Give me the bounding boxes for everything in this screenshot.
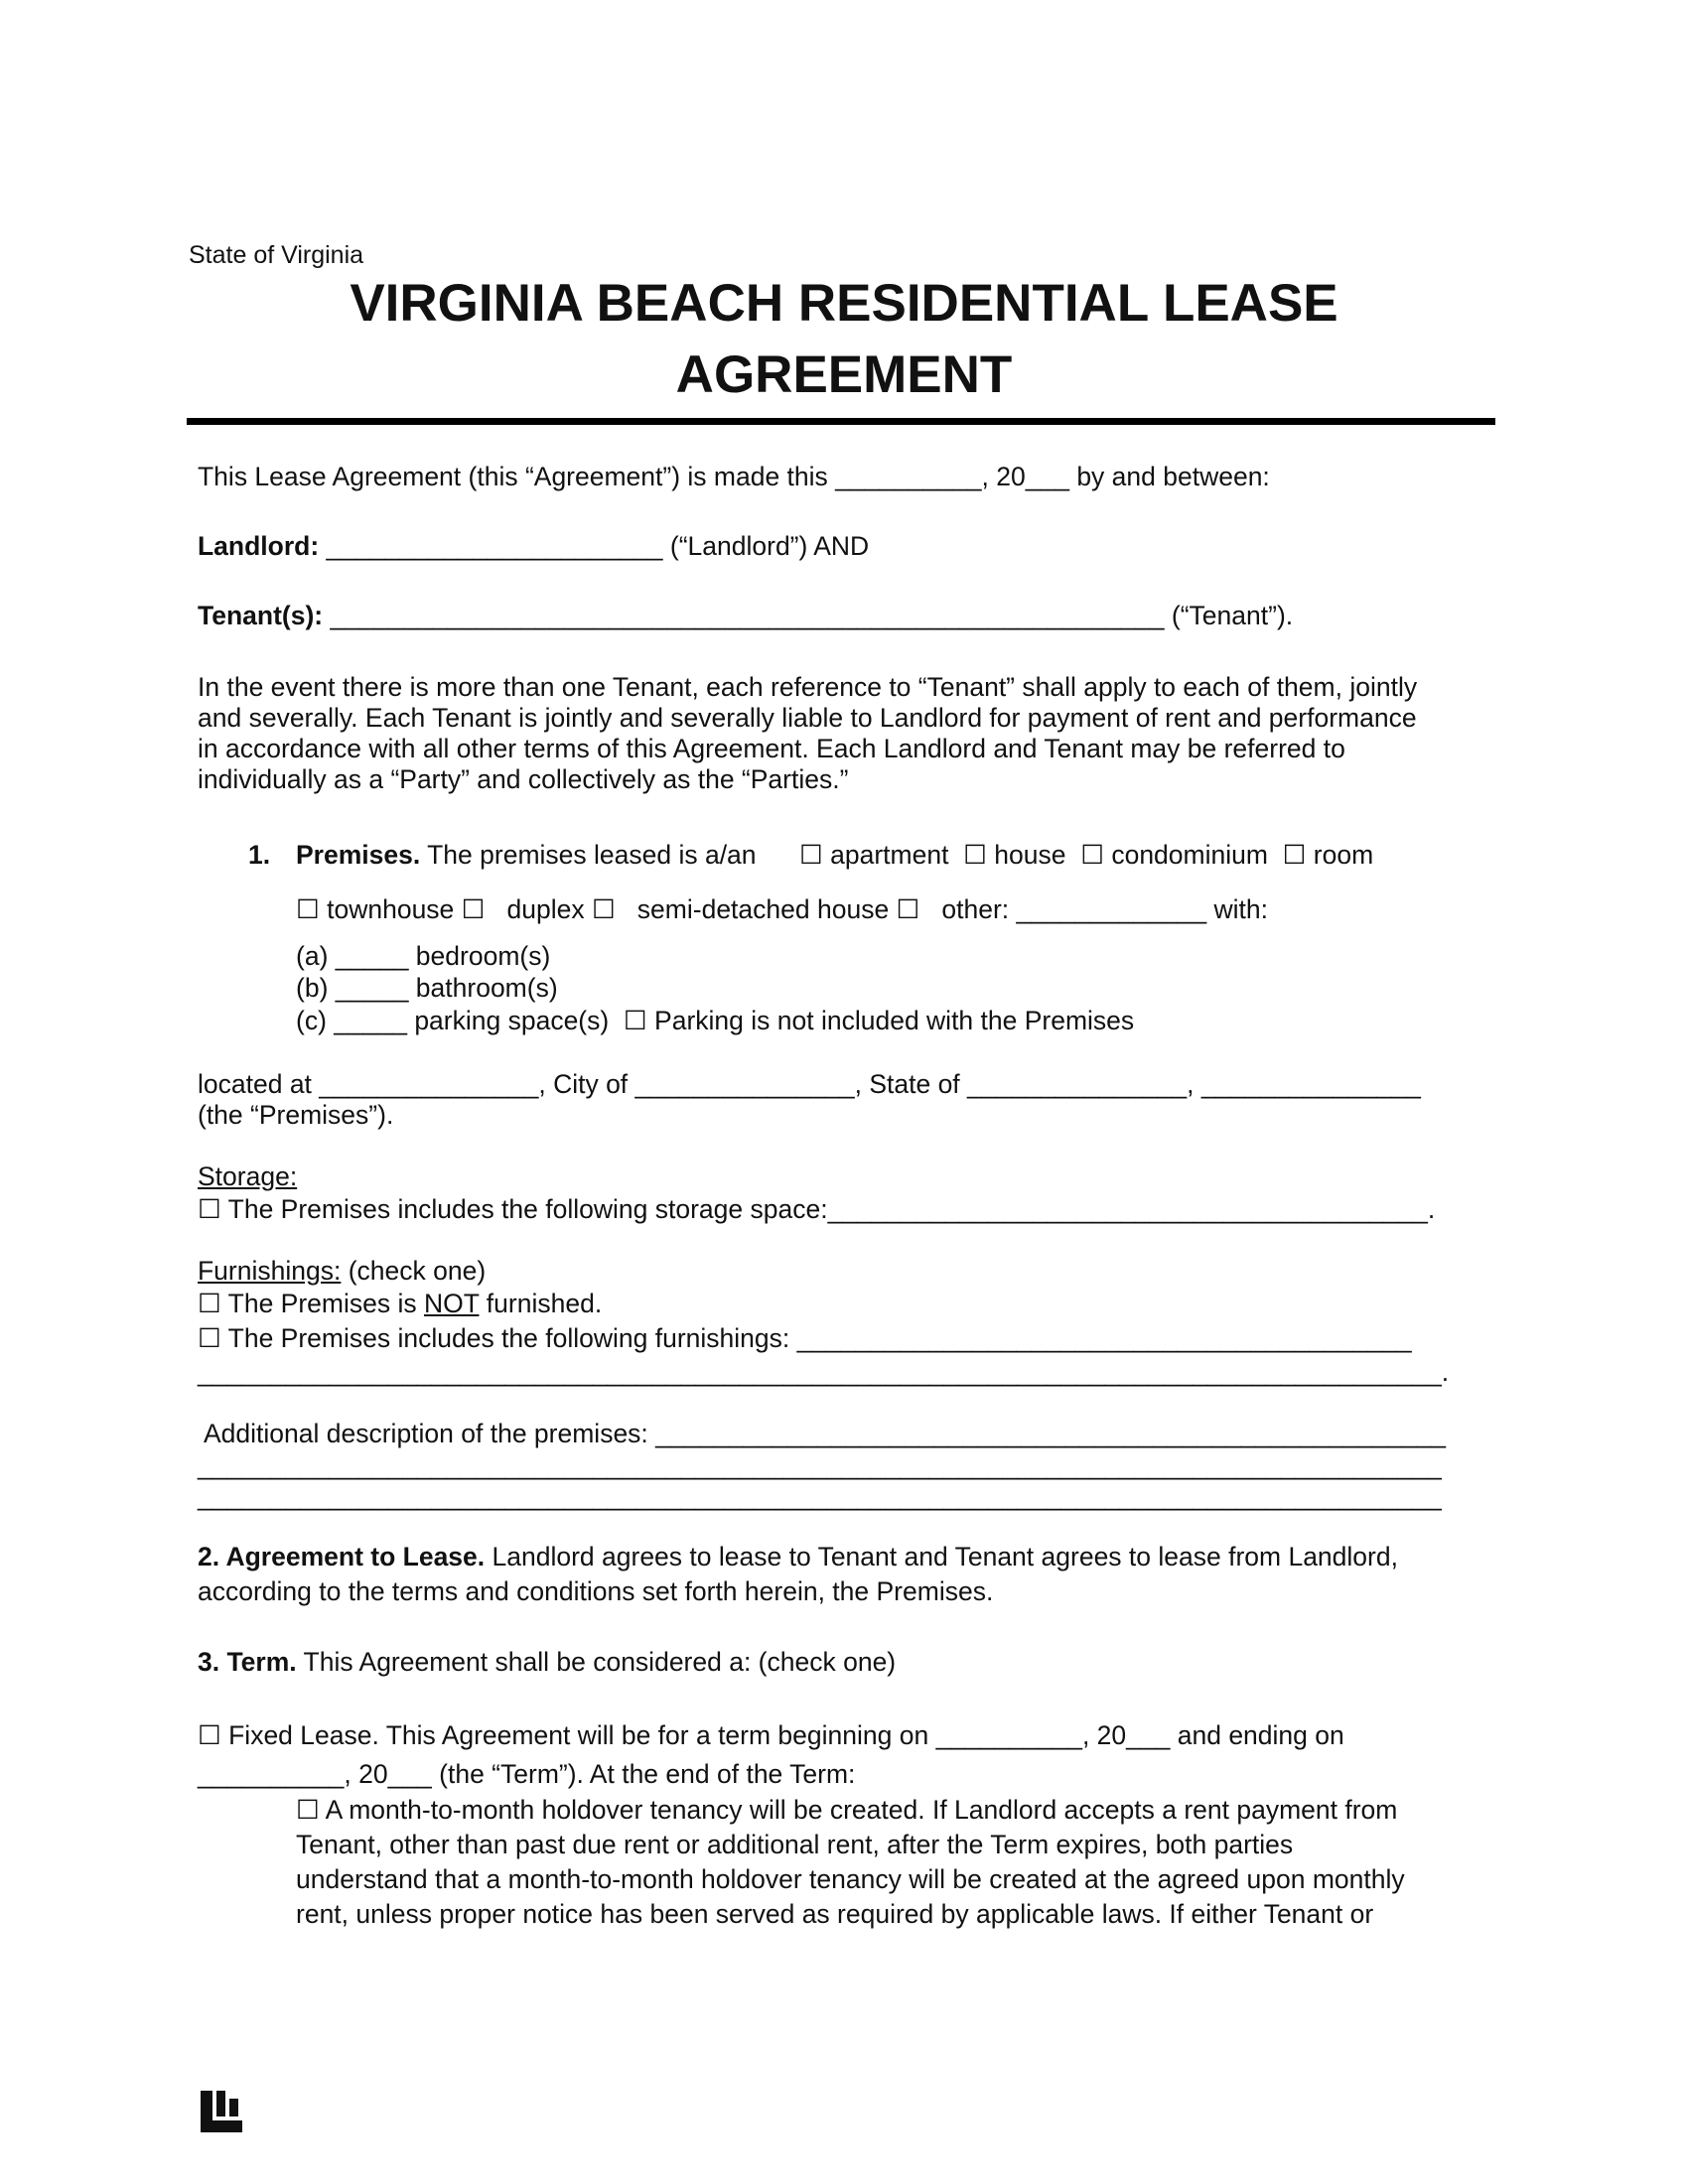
additional-description-line: Additional description of the premises: ______________________________________________________	[204, 1419, 1447, 1448]
term-heading-line	[198, 1647, 896, 1678]
state-label: State of Virginia	[189, 241, 364, 269]
premises-heading-line	[296, 840, 757, 871]
not-word: NOT	[423, 1289, 480, 1318]
agreement-to-lease-line-2: according to the terms and conditions set forth herein, the Premises.	[198, 1576, 994, 1606]
tenant-blank: _________________________________________________________ (“Tenant”).	[323, 601, 1294, 630]
furnishings-heading-line	[198, 1256, 486, 1287]
premises-definition: (the “Premises”).	[198, 1100, 394, 1130]
holdover-line: rent, unless proper notice has been served as required by applicable laws. If either Tenant or	[296, 1899, 1374, 1929]
term-text: This Agreement shall be considered a: (check one)	[296, 1647, 897, 1677]
tenant-label: Tenant(s):	[198, 601, 324, 630]
document-title-line-1: VIRGINIA BEACH RESIDENTIAL LEASE	[350, 274, 1338, 333]
rooms-item: (a) _____ bedroom(s)	[296, 941, 551, 971]
furnishings-includes-line: ☐ The Premises includes the following furnishings: __________________________________________	[198, 1323, 1412, 1353]
located-line: located at _______________, City of _______________, State of _______________, _______________	[198, 1069, 1421, 1099]
furnishings-blank-line: _____________________________________________________________________________________.	[198, 1357, 1450, 1387]
storage-heading: Storage:	[198, 1161, 298, 1191]
storage-line: ☐ The Premises includes the following storage space:_________________________________________.	[198, 1194, 1436, 1224]
furnishings-note: (check one)	[341, 1256, 487, 1286]
premises-types-row-2: ☐ townhouse ☐ duplex ☐ semi-detached house ☐ other: _____________ with:	[296, 894, 1268, 924]
joint-paragraph-line: and severally. Each Tenant is jointly and severally liable to Landlord for payment of rent and performance	[198, 703, 1417, 733]
furnishings-heading: Furnishings:	[198, 1256, 342, 1286]
premises-heading: Premises.	[296, 840, 421, 870]
fixed-lease-line-1: ☐ Fixed Lease. This Agreement will be for a term beginning on __________, 20___ and ending on	[198, 1720, 1344, 1750]
additional-blank-line: _____________________________________________________________________________________	[198, 1481, 1442, 1511]
holdover-line: Tenant, other than past due rent or additional rent, after the Term expires, both parties	[296, 1830, 1294, 1859]
fixed-lease-line-2: __________, 20___ (the “Term”). At the end of the Term:	[198, 1759, 856, 1789]
holdover-line: ☐ A month-to-month holdover tenancy will be created. If Landlord accepts a rent payment from	[296, 1795, 1398, 1825]
section-number-1: 1.	[248, 840, 271, 870]
legal-templates-logo-icon	[201, 2091, 242, 2132]
agreement-to-lease-line-1	[198, 1542, 1398, 1572]
additional-blank-line: _____________________________________________________________________________________	[198, 1450, 1442, 1480]
landlord-blank: _______________________ (“Landlord”) AND	[319, 531, 870, 561]
premises-lead: The premises leased is a/an	[420, 840, 757, 870]
term-heading: 3. Term.	[198, 1647, 297, 1677]
landlord-line	[198, 531, 869, 562]
not-furnished-line	[198, 1289, 602, 1319]
not-furnished-suffix: furnished.	[479, 1289, 603, 1318]
tenant-line	[198, 601, 1293, 631]
holdover-line: understand that a month-to-month holdover tenancy will be created at the agreed upon monthly	[296, 1864, 1405, 1894]
rooms-item: (c) _____ parking space(s) ☐ Parking is not included with the Premises	[296, 1006, 1135, 1035]
landlord-label: Landlord:	[198, 531, 320, 561]
title-divider	[187, 418, 1495, 425]
document-title-line-2: AGREEMENT	[675, 345, 1013, 404]
agreement-to-lease-heading: 2. Agreement to Lease.	[198, 1542, 486, 1571]
joint-paragraph-line: individually as a “Party” and collectively as the “Parties.”	[198, 764, 849, 794]
made-line: This Lease Agreement (this “Agreement”) is made this __________, 20___ by and between:	[198, 462, 1270, 491]
joint-paragraph-line: in accordance with all other terms of this Agreement. Each Landlord and Tenant may be referred to	[198, 734, 1345, 763]
rooms-item: (b) _____ bathroom(s)	[296, 973, 558, 1003]
joint-paragraph-line: In the event there is more than one Tenant, each reference to “Tenant” shall apply to each of them, jointly	[198, 672, 1418, 702]
not-furnished-prefix: ☐ The Premises is	[198, 1289, 424, 1318]
agreement-to-lease-text: Landlord agrees to lease to Tenant and Tenant agrees to lease from Landlord,	[485, 1542, 1398, 1571]
premises-types-row-1: ☐ apartment ☐ house ☐ condominium ☐ room	[799, 840, 1374, 870]
